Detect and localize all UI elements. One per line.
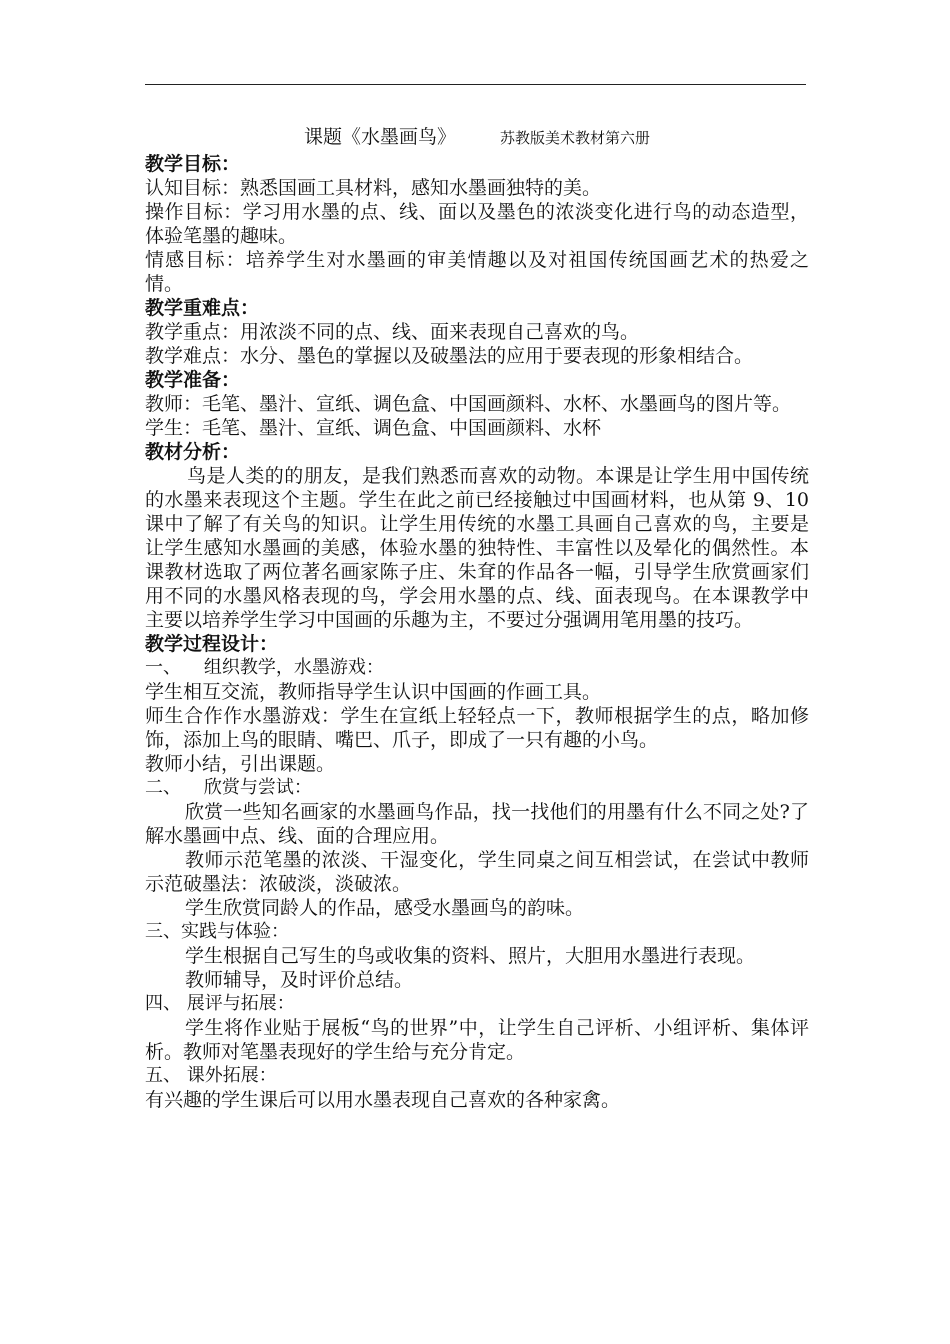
step2-title: 二、 欣赏与尝试： xyxy=(145,777,312,798)
step3-title: 三、实践与体验： xyxy=(145,921,289,942)
preparation-teacher: 教师：毛笔、墨汁、宣纸、调色盒、中国画颜料、水杯、水墨画鸟的图片等。 xyxy=(145,393,792,415)
step4-title: 四、 展评与拓展： xyxy=(145,993,295,1014)
step1-para2: 师生合作作水墨游戏：学生在宣纸上轻轻点一下，教师根据学生的点，略加修饰，添加上鸟的眼睛、嘴巴、爪子，即成了一只有趣的小鸟。 xyxy=(145,705,809,751)
step2-para1: 欣赏一些知名画家的水墨画鸟作品，找一找他们的用墨有什么不同之处?了解水墨画中点、线、面的合理应用。 xyxy=(145,801,809,847)
step2-para3: 学生欣赏同龄人的作品，感受水墨画鸟的韵味。 xyxy=(185,897,585,919)
analysis-body: 鸟是人类的的朋友，是我们熟悉而喜欢的动物。本课是让学生用中国传统的水墨来表现这个主题。学生在此之前已经接触过中国画材料，也从第 9、10 课中了解了有关鸟的知识。让学生用传统的水墨工具画自己喜欢的鸟，主要是让学生感知水墨画的美感，体验水墨的独特性、丰富性以及晕化的偶然性。本课教材选取了两位著名画家陈子庄、朱耷的作品各一幅，引导学生欣赏画家们用不同的水墨风格表现的鸟，学会用水墨的点、线、面表现鸟。在本课教学中主要以培养学生学习中国画的乐趣为主，不要过分强调用笔用墨的技巧。 xyxy=(145,465,809,631)
step1-para3: 教师小结，引出课题。 xyxy=(145,753,336,775)
goal-cognitive: 认知目标：熟悉国画工具材料，感知水墨画独特的美。 xyxy=(145,177,602,199)
title-line xyxy=(145,122,809,152)
process-heading: 教学过程设计： xyxy=(145,633,279,655)
difficult-point: 教学难点：水分、墨色的掌握以及破墨法的应用于要表现的形象相结合。 xyxy=(145,345,754,367)
step4-para1: 学生将作业贴于展板“鸟的世界”中，让学生自己评析、小组评析、集体评析。教师对笔墨表现好的学生给与充分肯定。 xyxy=(145,1017,809,1063)
goal-emotion: 情感目标：培养学生对水墨画的审美情趣以及对祖国传统国画艺术的热爱之情。 xyxy=(145,249,809,295)
step2-para2: 教师示范笔墨的浓淡、干湿变化，学生同桌之间互相尝试，在尝试中教师示范破墨法：浓破淡，淡破浓。 xyxy=(145,849,809,895)
goals-heading: 教学目标： xyxy=(145,153,241,175)
lesson-title: 课题《水墨画鸟》 xyxy=(303,126,456,148)
step1-para1: 学生相互交流，教师指导学生认识中国画的作画工具。 xyxy=(145,681,602,703)
document-body xyxy=(145,122,809,1112)
key-points-heading: 教学重难点： xyxy=(145,297,260,319)
preparation-heading: 教学准备： xyxy=(145,369,241,391)
preparation-student: 学生：毛笔、墨汁、宣纸、调色盒、中国画颜料、水杯 xyxy=(145,417,602,439)
textbook-label: 苏教版美术教材第六册 xyxy=(500,129,651,147)
step3-para1: 学生根据自己写生的鸟或收集的资料、照片，大胆用水墨进行表现。 xyxy=(185,945,756,967)
step3-para2: 教师辅导，及时评价总结。 xyxy=(185,969,414,991)
step5-para1: 有兴趣的学生课后可以用水墨表现自己喜欢的各种家禽。 xyxy=(145,1089,621,1111)
step1-title: 一、 组织教学，水墨游戏： xyxy=(145,657,384,678)
key-point: 教学重点：用浓淡不同的点、线、面来表现自己喜欢的鸟。 xyxy=(145,321,640,343)
header-rule xyxy=(145,84,806,85)
step5-title: 五、 课外拓展： xyxy=(145,1065,277,1086)
goal-operation: 操作目标：学习用水墨的点、线、面以及墨色的浓淡变化进行鸟的动态造型，体验笔墨的趣味。 xyxy=(145,201,809,247)
analysis-heading: 教材分析： xyxy=(145,441,241,463)
